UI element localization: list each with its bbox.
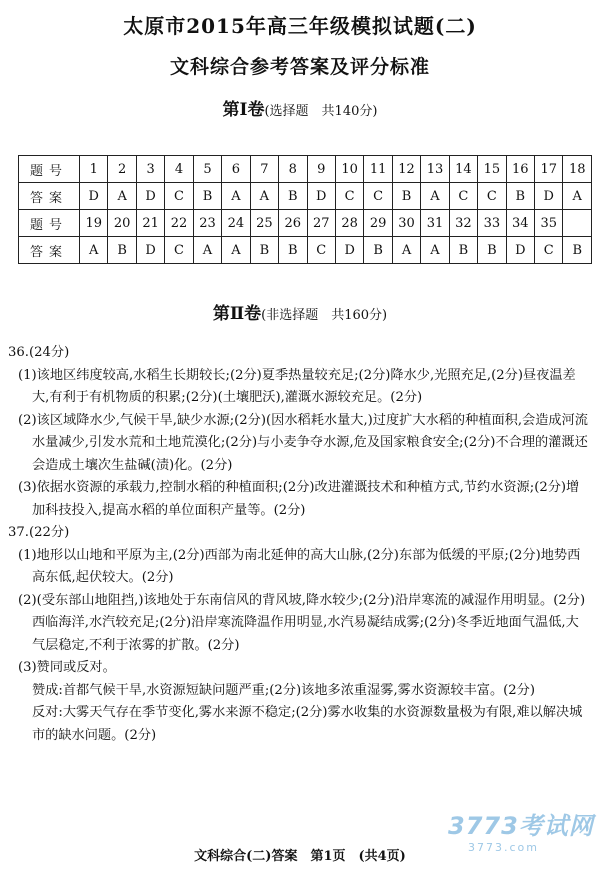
table-cell: C [449, 183, 477, 210]
table-cell: 3 [136, 156, 164, 183]
answer-37-3: (3)赞同或反对。 [18, 660, 116, 675]
table-cell: 6 [222, 156, 250, 183]
table-cell: A [193, 237, 221, 264]
table-cell: D [136, 183, 164, 210]
table-cell: C [165, 237, 193, 264]
table-cell: D [335, 237, 363, 264]
table-cell: C [478, 183, 506, 210]
table-cell: 20 [108, 210, 136, 237]
table-cell: B [449, 237, 477, 264]
table-cell: B [506, 183, 534, 210]
table-cell: 11 [364, 156, 392, 183]
table-cell: 32 [449, 210, 477, 237]
table-cell: 17 [535, 156, 563, 183]
table-cell: 34 [506, 210, 534, 237]
table-cell: 35 [535, 210, 563, 237]
answer-36-2: (2)该区域降水少,气候干旱,缺少水源;(2分)(因水稻耗水量大,)过度扩大水稻的种植面积,会造成河流水量减少,引发水荒和土地荒漠化;(2分)与小麦争夺水源,危及国家粮食安全;(2分)不合理的灌溉还会造成土壤次生盐碱(渍)化。(2分) [18, 412, 588, 473]
table-header-cell: 答案 [19, 183, 80, 210]
table-row-numbers-1 [19, 156, 592, 183]
table-cell: 19 [80, 210, 108, 237]
table-cell: D [535, 183, 563, 210]
answer-37-2: (2)(受东部山地阻挡,)该地处于东南信风的背风坡,降水较少;(2分)沿岸寒流的减湿作用明显。(2分)西临海洋,水汽较充足;(2分)沿岸寒流降温作用明显,水汽易凝结成雾;(2分)冬季近地面气温低,大气层稳定,不利于浓雾的扩散。(2分) [18, 592, 586, 653]
section-2-heading [0, 299, 600, 324]
table-cell: A [250, 183, 278, 210]
table-cell: D [506, 237, 534, 264]
table-cell: A [80, 237, 108, 264]
section-2-title: 第Ⅱ卷 [212, 304, 262, 324]
table-header-cell: 题号 [19, 156, 80, 183]
table-cell: 27 [307, 210, 335, 237]
table-cell: 12 [392, 156, 420, 183]
document-subtitle: 文科综合参考答案及评分标准 [169, 56, 430, 78]
table-cell: D [307, 183, 335, 210]
table-cell: 23 [193, 210, 221, 237]
table-cell: D [136, 237, 164, 264]
table-cell: B [563, 237, 592, 264]
table-cell: 7 [250, 156, 278, 183]
table-row-numbers-2 [19, 210, 592, 237]
watermark-brand: 3773考试网 [448, 812, 594, 840]
table-cell: 24 [222, 210, 250, 237]
table-cell: A [421, 183, 449, 210]
section-1-heading [0, 95, 600, 120]
table-cell: 31 [421, 210, 449, 237]
table-cell: C [165, 183, 193, 210]
table-cell: 15 [478, 156, 506, 183]
table-cell: A [108, 183, 136, 210]
table-cell [563, 210, 592, 237]
page-footer: 文科综合(二)答案 第1页 (共4页) [194, 849, 406, 864]
section-1-title: 第Ⅰ卷 [222, 100, 265, 120]
table-cell: 16 [506, 156, 534, 183]
section-2-note: (非选择题 共160分) [261, 308, 388, 323]
table-cell: 1 [80, 156, 108, 183]
table-cell: 18 [563, 156, 592, 183]
table-cell: C [307, 237, 335, 264]
table-cell: C [535, 237, 563, 264]
table-cell: 22 [165, 210, 193, 237]
table-cell: 29 [364, 210, 392, 237]
answer-37-3-agree: 赞成:首都气候干旱,水资源短缺问题严重;(2分)该地多浓重湿雾,雾水资源较丰富。(2分) [32, 682, 536, 698]
table-cell: 8 [279, 156, 307, 183]
answer-body [8, 342, 588, 747]
table-cell: C [335, 183, 363, 210]
table-cell: A [563, 183, 592, 210]
table-cell: B [193, 183, 221, 210]
section-1-note: (选择题 共140分) [264, 104, 378, 119]
table-cell: 14 [449, 156, 477, 183]
table-cell: B [279, 237, 307, 264]
answer-table [18, 155, 592, 264]
table-cell: A [222, 183, 250, 210]
table-cell: A [421, 237, 449, 264]
table-cell: B [478, 237, 506, 264]
question-37-heading: 37.(22分) [8, 525, 70, 540]
table-cell: B [392, 183, 420, 210]
table-cell: 4 [165, 156, 193, 183]
table-cell: 2 [108, 156, 136, 183]
table-header-cell: 答案 [19, 237, 80, 264]
table-cell: 26 [279, 210, 307, 237]
table-cell: 5 [193, 156, 221, 183]
table-cell: 21 [136, 210, 164, 237]
table-cell: A [392, 237, 420, 264]
table-cell: B [279, 183, 307, 210]
table-cell: 33 [478, 210, 506, 237]
table-header-cell: 题号 [19, 210, 80, 237]
table-cell: 13 [421, 156, 449, 183]
table-cell: C [364, 183, 392, 210]
watermark-url: 3773.com [468, 841, 539, 854]
table-cell: 9 [307, 156, 335, 183]
table-cell: 10 [335, 156, 363, 183]
answer-36-3: (3)依据水资源的承载力,控制水稻的种植面积;(2分)改进灌溉技术和种植方式,节约水资源;(2分)增加科技投入,提高水稻的单位面积产量等。(2分) [18, 480, 580, 518]
question-36-heading: 36.(24分) [8, 345, 70, 360]
table-cell: B [250, 237, 278, 264]
answer-37-3-disagree: 反对:大雾天气存在季节变化,雾水来源不稳定;(2分)雾水收集的水资源数量极为有限,难以解决城市的缺水问题。(2分) [32, 705, 583, 743]
table-cell: B [364, 237, 392, 264]
table-row-answers-2 [19, 237, 592, 264]
table-cell: 28 [335, 210, 363, 237]
table-cell: A [222, 237, 250, 264]
table-cell: B [108, 237, 136, 264]
table-cell: 25 [250, 210, 278, 237]
answer-36-1: (1)该地区纬度较高,水稻生长期较长;(2分)夏季热量较充足;(2分)降水少,光照充足,(2分)昼夜温差大,有利于有机物质的积累;(2分)(土壤肥沃),灌溉水源较充足。(2分) [18, 367, 576, 405]
table-row-answers-1 [19, 183, 592, 210]
document-title: 太原市2015年高三年级模拟试题(二) [123, 14, 477, 38]
table-cell: 30 [392, 210, 420, 237]
table-cell: D [80, 183, 108, 210]
answer-37-1: (1)地形以山地和平原为主,(2分)西部为南北延伸的高大山脉,(2分)东部为低缓的平原;(2分)地势西高东低,起伏较大。(2分) [18, 547, 581, 585]
